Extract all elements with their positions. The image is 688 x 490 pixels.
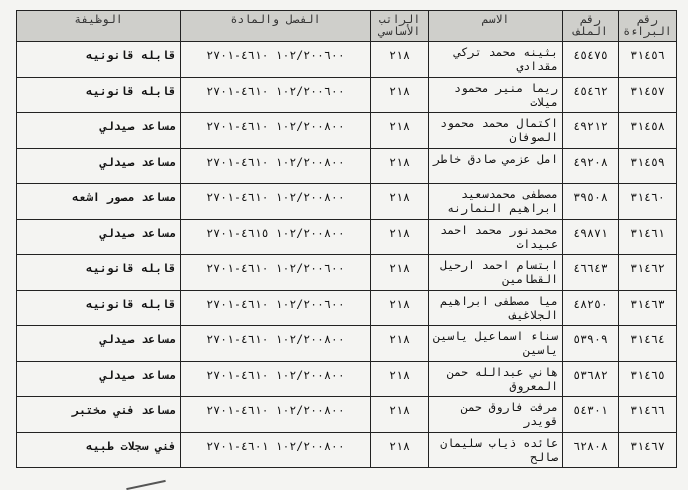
cell-number: ٣١٤٦٣ [619,290,677,326]
cell-file: ٤٩٢١٢ [563,113,619,149]
table-row [17,361,677,397]
table-row [17,184,677,220]
cell-code: ١٠٢/٢٠٠٦٠٠ ٤٦١٠-٢٧٠١ [181,77,371,113]
cell-file: ٤٨٢٥٠ [563,290,619,326]
cell-name: ابتسام احمد ارحيل القطامين [429,255,563,291]
cell-code: ١٠٢/٢٠٠٦٠٠ ٤٦١٠-٢٧٠١ [181,290,371,326]
employee-table [16,10,677,468]
header-job: الوظيفة [17,11,181,42]
cell-file: ٦٢٨٠٨ [563,432,619,468]
cell-file: ٥٣٩٠٩ [563,326,619,362]
cell-number: ٣١٤٦٢ [619,255,677,291]
cell-number: ٣١٤٥٦ [619,42,677,78]
cell-code: ١٠٢/٢٠٠٨٠٠ ٤٦١٠-٢٧٠١ [181,397,371,433]
header-grade: الراتب الأساسي [371,11,429,42]
cell-number: ٣١٤٦٤ [619,326,677,362]
cell-job: مساعد فني مختبر [17,397,181,433]
table-row [17,326,677,362]
cell-job: مساعد مصور اشعه [17,184,181,220]
cell-job: قابله قانونيه [17,42,181,78]
cell-file: ٤٩٨٧١ [563,219,619,255]
cell-name: هاني عبدالله حمن المعروق [429,361,563,397]
cell-name: محمدنور محمد احمد عبيدات [429,219,563,255]
cell-name: سناء اسماعيل ياسين ياسين [429,326,563,362]
cell-number: ٣١٤٦٦ [619,397,677,433]
pen-mark [126,480,166,490]
cell-number: ٣١٤٦٥ [619,361,677,397]
cell-job: قابله قانونيه [17,290,181,326]
table-header-row [17,11,677,42]
cell-grade: ٢١٨ [371,432,429,468]
cell-code: ١٠٢/٢٠٠٦٠٠ ٤٦١٠-٢٧٠١ [181,42,371,78]
cell-number: ٣١٤٥٩ [619,148,677,184]
cell-file: ٣٩٥٠٨ [563,184,619,220]
table-row [17,148,677,184]
document-sheet [16,10,676,468]
cell-file: ٥٤٣٠١ [563,397,619,433]
header-code: الفصل والمادة [181,11,371,42]
table-row [17,113,677,149]
table-row [17,77,677,113]
header-number: رقم البراءة [619,11,677,42]
cell-grade: ٢١٨ [371,290,429,326]
cell-number: ٣١٤٥٧ [619,77,677,113]
cell-code: ١٠٢/٢٠٠٨٠٠ ٤٦١٠-٢٧٠١ [181,326,371,362]
cell-file: ٥٣٦٨٢ [563,361,619,397]
table-row [17,219,677,255]
cell-grade: ٢١٨ [371,113,429,149]
cell-name: مرفت فاروق حمن قويدر [429,397,563,433]
cell-grade: ٢١٨ [371,326,429,362]
cell-file: ٤٥٤٧٥ [563,42,619,78]
cell-job: فني سجلات طبيه [17,432,181,468]
cell-code: ١٠٢/٢٠٠٨٠٠ ٤٦١٠-٢٧٠١ [181,113,371,149]
cell-job: مساعد صيدلي [17,148,181,184]
cell-grade: ٢١٨ [371,397,429,433]
cell-job: قابله قانونيه [17,77,181,113]
cell-file: ٤٩٢٠٨ [563,148,619,184]
cell-grade: ٢١٨ [371,255,429,291]
cell-code: ١٠٢/٢٠٠٦٠٠ ٤٦١٠-٢٧٠١ [181,255,371,291]
table-row [17,290,677,326]
table-row [17,397,677,433]
cell-job: مساعد صيدلي [17,113,181,149]
cell-grade: ٢١٨ [371,148,429,184]
cell-file: ٤٦٦٤٣ [563,255,619,291]
cell-code: ١٠٢/٢٠٠٨٠٠ ٤٦٠١-٢٧٠١ [181,432,371,468]
cell-code: ١٠٢/٢٠٠٨٠٠ ٤٦١٠-٢٧٠١ [181,361,371,397]
cell-number: ٣١٤٦٠ [619,184,677,220]
table-row [17,255,677,291]
cell-grade: ٢١٨ [371,361,429,397]
cell-file: ٤٥٤٦٢ [563,77,619,113]
cell-job: مساعد صيدلي [17,361,181,397]
cell-code: ١٠٢/٢٠٠٨٠٠ ٤٦١٠-٢٧٠١ [181,184,371,220]
cell-name: اكتمال محمد محمود الصوفان [429,113,563,149]
cell-name: امل عزمي صادق خاطر [429,148,563,184]
cell-job: مساعد صيدلي [17,326,181,362]
cell-job: قابله قانونيه [17,255,181,291]
table-row [17,432,677,468]
cell-number: ٣١٤٦٧ [619,432,677,468]
header-file: رقم الملف [563,11,619,42]
cell-name: ريما منير محمود ميلات [429,77,563,113]
cell-job: مساعد صيدلي [17,219,181,255]
cell-grade: ٢١٨ [371,184,429,220]
cell-number: ٣١٤٦١ [619,219,677,255]
cell-name: عائده ذياب سليمان صالح [429,432,563,468]
cell-number: ٣١٤٥٨ [619,113,677,149]
header-name: الاسم [429,11,563,42]
table-row [17,42,677,78]
cell-name: بثينه محمد تركي مقدادي [429,42,563,78]
cell-code: ١٠٢/٢٠٠٨٠٠ ٤٦١٥-٢٧٠١ [181,219,371,255]
cell-grade: ٢١٨ [371,219,429,255]
cell-grade: ٢١٨ [371,42,429,78]
cell-grade: ٢١٨ [371,77,429,113]
cell-name: ميا مصطفى ابراهيم الجلاغيف [429,290,563,326]
cell-code: ١٠٢/٢٠٠٨٠٠ ٤٦١٠-٢٧٠١ [181,148,371,184]
cell-name: مصطفى محمدسعيد ابراهيم النمارنه [429,184,563,220]
